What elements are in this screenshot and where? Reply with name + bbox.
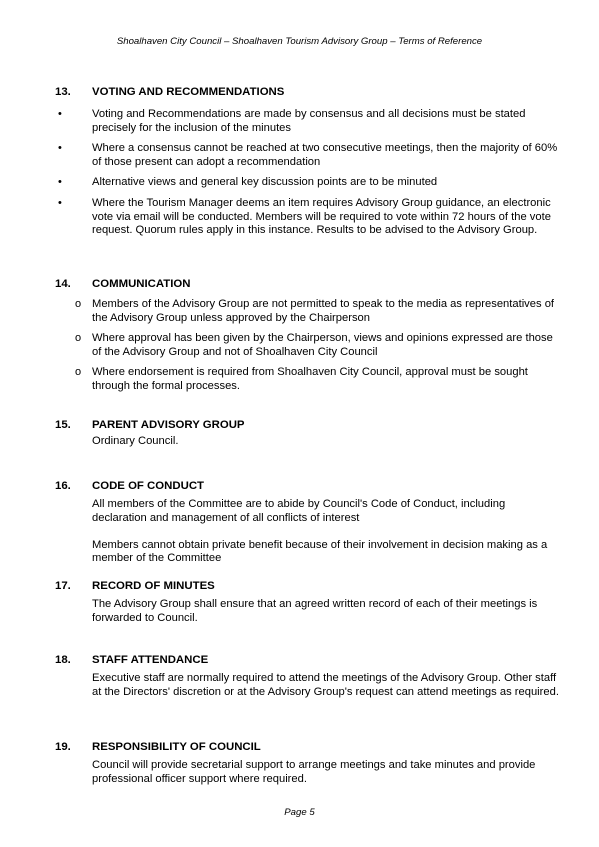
bullet-icon: • xyxy=(58,196,62,209)
section-number: 15. xyxy=(55,419,71,431)
bullet-icon: • xyxy=(58,142,62,155)
page-number: Page 5 xyxy=(284,807,315,818)
section-title: COMMUNICATION xyxy=(92,278,191,290)
section-number: 14. xyxy=(55,278,71,290)
section-title: CODE OF CONDUCT xyxy=(92,480,205,492)
section-heading xyxy=(55,419,560,435)
section-text: Executive staff are normally required to attend the meetings of the Advisory Group. Other staff at the Directors' discretion or at the Advisory Group's request can attend meetings as required. xyxy=(92,672,559,698)
list-item: • Alternative views and general key discussion points are to be minuted xyxy=(58,176,438,189)
bullet-icon: • xyxy=(58,176,62,189)
list-item: o Where endorsement is required from Shoalhaven City Council, approval must be sought through the formal processes. xyxy=(75,366,528,392)
section-text: Council will provide secretarial support to arrange meetings and take minutes and provide professional officer support where required. xyxy=(92,759,536,785)
list-item: o Where approval has been given by the Chairperson, views and opinions expressed are those of the Advisory Group and not of Shoalhaven City Council xyxy=(75,332,553,358)
section-number: 16. xyxy=(55,480,71,492)
section-text: Members cannot obtain private benefit because of their involvement in decision making as a member of the Committee xyxy=(92,538,548,565)
section-record-of-minutes xyxy=(55,580,560,625)
circle-bullet-icon: o xyxy=(75,366,82,379)
bullet-icon: • xyxy=(58,108,62,120)
section-voting xyxy=(55,86,560,245)
section-title: RESPONSIBILITY OF COUNCIL xyxy=(92,741,261,753)
list-item: o Members of the Advisory Group are not permitted to speak to the media as representatives of the Advisory Group unless approved by the Chairperson xyxy=(75,298,555,324)
section-heading xyxy=(55,654,560,670)
circle-bullet-icon: o xyxy=(75,332,82,345)
section-number: 18. xyxy=(55,654,71,666)
list-item: • Where a consensus cannot be reached at two consecutive meetings, then the majority of 60% of those present can adopt a recommendation xyxy=(58,142,558,168)
section-communication xyxy=(55,278,560,401)
list-item: • Where the Tourism Manager deems an item requires Advisory Group guidance, an electronic vote via email will be conducted. Members will be required to vote within 72 hours of the vote request. Quorum rules apply in this instance. Results to be advised to the Advisory Group. xyxy=(58,196,551,237)
section-title: RECORD OF MINUTES xyxy=(92,580,215,592)
section-title: VOTING AND RECOMMENDATIONS xyxy=(92,86,285,98)
section-staff-attendance xyxy=(55,654,560,699)
circle-bullet-icon: o xyxy=(75,298,82,310)
section-title: STAFF ATTENDANCE xyxy=(92,654,209,666)
section-number: 17. xyxy=(55,580,71,592)
section-number: 19. xyxy=(55,741,71,753)
section-text: Ordinary Council. xyxy=(92,435,179,447)
list-item: • Voting and Recommendations are made by consensus and all decisions must be stated precisely for the inclusion of the minutes xyxy=(58,108,526,134)
section-text: The Advisory Group shall ensure that an agreed written record of each of their meetings is forwarded to Council. xyxy=(92,598,538,624)
section-text: All members of the Committee are to abide by Council's Code of Conduct, including declaration and management of all conflicts of interest xyxy=(92,498,506,524)
section-parent-group xyxy=(55,419,560,449)
section-responsibility-of-council xyxy=(55,741,560,786)
section-code-of-conduct xyxy=(55,480,560,566)
section-heading xyxy=(55,480,560,496)
page-header: Shoalhaven City Council – Shoalhaven Tourism Advisory Group – Terms of Reference xyxy=(116,36,483,47)
section-heading xyxy=(55,741,560,757)
section-heading xyxy=(55,86,560,102)
section-heading xyxy=(55,278,560,294)
section-number: 13. xyxy=(55,86,71,98)
section-heading xyxy=(55,580,560,596)
section-title: PARENT ADVISORY GROUP xyxy=(92,419,245,431)
